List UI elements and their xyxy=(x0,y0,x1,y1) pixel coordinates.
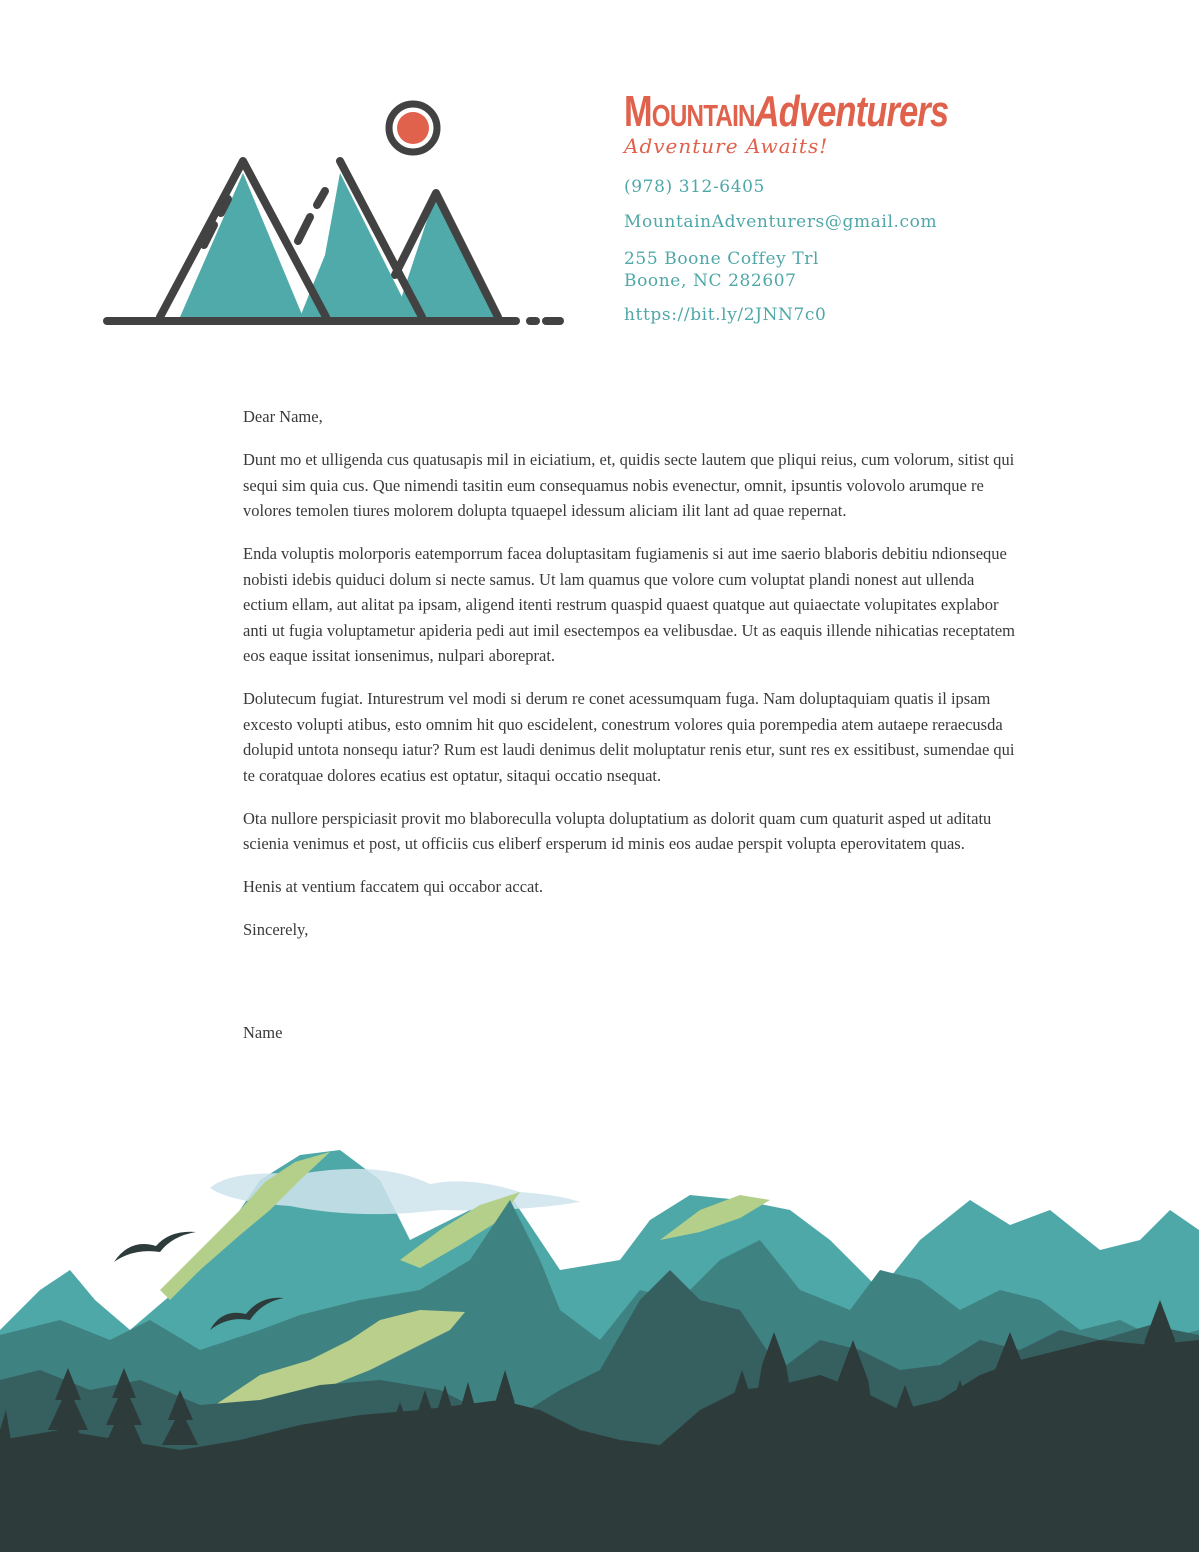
contact-address xyxy=(624,248,819,292)
mountains-logo-icon xyxy=(100,95,570,335)
paragraph: Enda voluptis molorporis eatemporrum facea doluptasitam fugiamenis si aut ime saerio blaboris debitiu ndionseque nobisti idebis quiduci dolum si necte samus. Ut lam quamus que volore cum voluptat plandi nonest aut ullenda ectium ellam, aut alitat pa ipsam, aligend itenti restrum quaspid quaest quatque aut quiaectate volupitates explabor anti ut fugia voluptametur apideria pedi aut imil esectempos ea velibusdae. Ut as eaquis illende nihicatias receptatem eos eaque issitat ionsenimus, nulpari aboreprat. xyxy=(243,544,1016,665)
tagline: Adventure Awaits! xyxy=(624,134,829,158)
paragraph: Dolutecum fugiat. Inturestrum vel modi si derum re conet acessumquam fuga. Nam doluptaquiam quatis il ipsam excesto volupti atibus, esto omnim hit quo escidelent, conestrum volores quia porempedia atem autaepe reraecusda dolupid untota nonsequ iatur? Rum est laudi denimus delit moluptatur renis etur, sunt res ex essitibust, sumendae qui te coratquae dolores ecatius est optatur, sitaqui occatio nsequat. xyxy=(243,689,1015,785)
paragraph: Henis at ventium faccatem qui occabor accat. xyxy=(243,877,544,896)
letter-body xyxy=(243,404,1018,1063)
brand-block xyxy=(624,88,1040,158)
address-line-2: Boone, NC 282607 xyxy=(624,271,797,291)
brand-name xyxy=(624,88,948,136)
signature-name: Name xyxy=(243,1023,283,1042)
paragraph: Ota nullore perspiciasit provit mo blaboreculla volupta doluptatium as dolorit quam cum quaturit asped ut aditatu scienia venimus et post, ut officiis cus eliberf ersperum id minis eos audae perspit volupta eperovitatem quas. xyxy=(243,808,992,853)
brand-name-part2: Adventurers xyxy=(754,87,949,136)
contact-email[interactable]: MountainAdventurers@gmail.com xyxy=(624,212,938,232)
contact-phone: (978) 312-6405 xyxy=(624,177,765,197)
brand-name-part1: Mountain xyxy=(624,87,755,136)
paragraph: Dunt mo et ulligenda cus quatusapis mil in eiciatium, et, quidis secte lautem que pliqui reius, cum volorum, sitist qui sequi sim quia cus. Que nimendi tasitin eum consequamus nobis evenectur, omnit, ipsuntis volovolo arumque re volores temolen tiures molorem dolupta tquaepel idessum aliciam ilit lant ad quae repernat. xyxy=(243,450,1015,520)
mountain-landscape-illustration xyxy=(0,1140,1199,1552)
signature-space xyxy=(243,960,1018,1020)
closing: Sincerely, xyxy=(243,920,309,939)
address-line-1: 255 Boone Coffey Trl xyxy=(624,249,820,269)
salutation: Dear Name, xyxy=(243,407,323,426)
bird-icon xyxy=(114,1232,196,1262)
contact-url[interactable]: https://bit.ly/2JNN7c0 xyxy=(624,305,827,325)
